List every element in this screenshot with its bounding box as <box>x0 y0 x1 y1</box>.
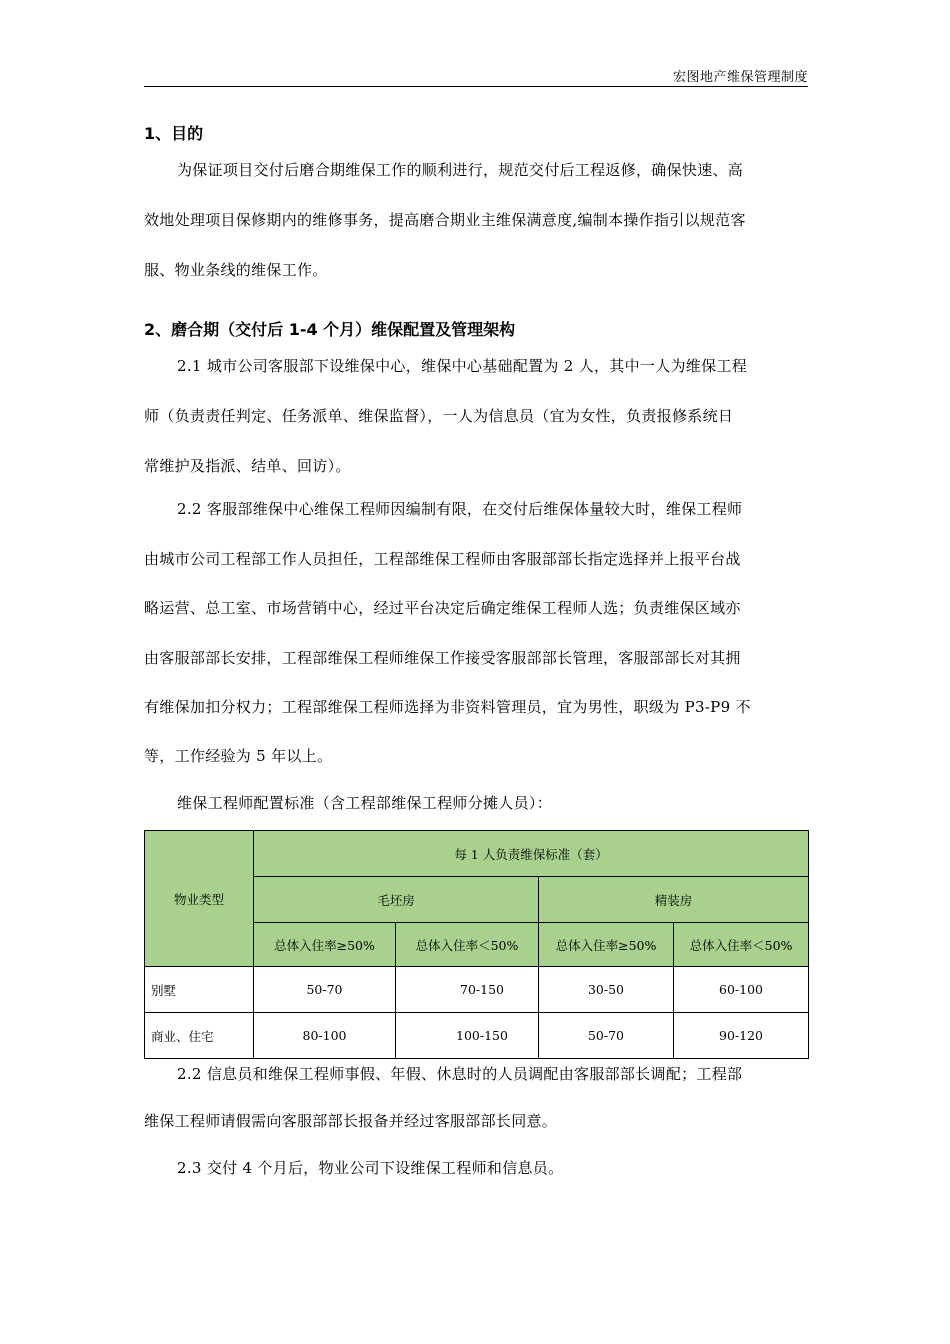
page-header <box>144 64 808 87</box>
section-1-line-3: 服、物业条线的维保工作。 <box>144 261 328 279</box>
row-cell: 50-70 <box>539 1013 674 1059</box>
table-row <box>145 1013 809 1059</box>
para-2-1-line-3: 常维护及指派、结单、回访）。 <box>144 457 351 475</box>
subheader-3: 总体入住率≥50% <box>539 923 674 967</box>
row-type: 商业、住宅 <box>145 1013 254 1059</box>
section-2-heading: 2、磨合期（交付后 1-4 个月）维保配置及管理架构 <box>144 320 516 339</box>
subheader-1: 总体入住率≥50% <box>254 923 396 967</box>
para-2-2-line-3: 略运营、总工室、市场营销中心，经过平台决定后确定维保工程师人选；负责维保区域亦 <box>144 599 741 617</box>
para-2-2-line-6: 等，工作经验为 5 年以上。 <box>144 747 333 765</box>
para-2-2b-line-1: 2.2 信息员和维保工程师事假、年假、休息时的人员调配由客服部部长调配；工程部 <box>177 1065 743 1083</box>
para-2-2-line-4: 由客服部部长安排，工程部维保工程师维保工作接受客服部部长管理，客服部部长对其拥 <box>144 649 741 667</box>
para-2-2b-line-2: 维保工程师请假需向客服部部长报备并经过客服部部长同意。 <box>144 1112 558 1130</box>
subheader-2: 总体入住率＜50% <box>396 923 539 967</box>
row-cell: 60-100 <box>674 967 809 1013</box>
row-cell: 30-50 <box>539 967 674 1013</box>
header-standard: 每 1 人负责维保标准（套） <box>254 831 809 877</box>
header-group-finished: 精装房 <box>539 877 809 923</box>
header-title: 宏图地产维保管理制度 <box>672 70 808 85</box>
row-cell: 50-70 <box>254 967 396 1013</box>
para-2-1-line-2: 师（负责责任判定、任务派单、维保监督），一人为信息员（宜为女性，负责报修系统日 <box>144 407 734 425</box>
table-caption: 维保工程师配置标准（含工程部维保工程师分摊人员）： <box>177 794 553 812</box>
header-property-type: 物业类型 <box>145 831 254 967</box>
table-row <box>145 967 809 1013</box>
maintenance-staffing-table <box>144 830 809 1059</box>
para-2-1-line-1: 2.1 城市公司客服部下设维保中心，维保中心基础配置为 2 人，其中一人为维保工程 <box>177 357 748 375</box>
para-2-2-line-1: 2.2 客服部维保中心维保工程师因编制有限，在交付后维保体量较大时，维保工程师 <box>177 500 743 518</box>
section-1-line-2: 效地处理项目保修期内的维修事务，提高磨合期业主维保满意度,编制本操作指引以规范客 <box>144 211 746 229</box>
row-cell: 90-120 <box>674 1013 809 1059</box>
header-group-rough: 毛坯房 <box>254 877 539 923</box>
row-cell: 100-150 <box>396 1013 539 1059</box>
subheader-4: 总体入住率＜50% <box>674 923 809 967</box>
row-cell: 80-100 <box>254 1013 396 1059</box>
para-2-2-line-2: 由城市公司工程部工作人员担任，工程部维保工程师由客服部部长指定选择并上报平台战 <box>144 550 741 568</box>
section-1-line-1: 为保证项目交付后磨合期维保工作的顺利进行，规范交付后工程返修，确保快速、高 <box>177 161 744 179</box>
row-type: 别墅 <box>145 967 254 1013</box>
section-1-heading: 1、目的 <box>144 124 204 143</box>
para-2-3-line-1: 2.3 交付 4 个月后，物业公司下设维保工程师和信息员。 <box>177 1159 564 1177</box>
row-cell: 70-150 <box>396 967 539 1013</box>
para-2-2-line-5: 有维保加扣分权力；工程部维保工程师选择为非资料管理员，宜为男性，职级为 P3-P9 不 <box>144 698 751 716</box>
